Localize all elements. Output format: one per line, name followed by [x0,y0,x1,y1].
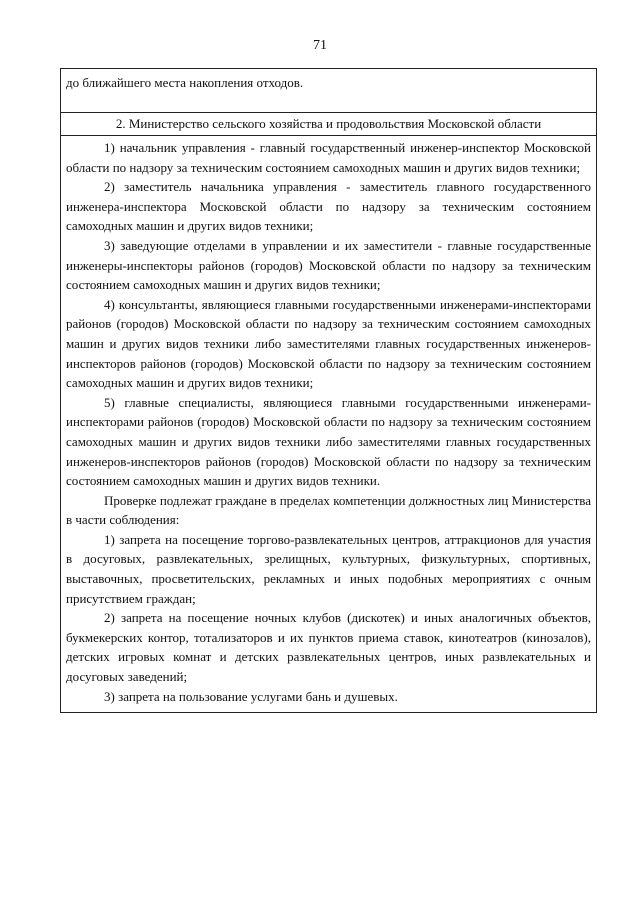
paragraph-ban-3: 3) запрета на пользование услугами бань и душевых. [104,688,398,704]
table-row-continuation [61,69,596,113]
section-body-row [61,136,596,712]
paragraph-5: 5) главные специалисты, являющиеся главными государственными инженерами-инспекторами районов (городов) Московской области по надзору за техническим состоянием самоходных машин и других видов техники либо заместителями главных государственных инженеров-инспекторов районов (городов) Московской области по надзору за техническим состоянием самоходных машин и других видов техники. [66,394,591,489]
continuation-text: до ближайшего места накопления отходов. [66,75,304,90]
paragraph-ban-1: 1) запрета на посещение торгово-развлекательных центров, аттракционов для участия в досуговых, развлекательных, зрелищных, культурных, физкультурных, спортивных, выставочных, просветительских, рекламных и иных подобных мероприятиях с очным присутствием граждан; [66,531,591,606]
section-header-row [61,113,596,136]
paragraph-4: 4) консультанты, являющиеся главными государственными инженерами-инспекторами районов (городов) Московской области по надзору за техническим состоянием самоходных машин и других видов техники либо заместителями главных государственных инженеров-инспекторов районов (городов) Московской области по надзору за техническим состоянием самоходных машин и других видов техники; [66,296,591,391]
page-number: 71 [313,38,327,53]
paragraph-2: 2) заместитель начальника управления - заместитель главного государственного инженера-инспектора Московской области по надзору за техническим состоянием самоходных машин и других видов техники; [66,179,591,234]
paragraph-inspection-intro: Проверке подлежат граждане в пределах компетенции должностных лиц Министерства в части соблюдения: [66,492,591,528]
section-header: 2. Министерство сельского хозяйства и продовольствия Московской области [115,116,542,131]
paragraph-ban-2: 2) запрета на посещение ночных клубов (дискотек) и иных аналогичных объектов, букмекерских контор, тотализаторов и их пунктов приема ставок, кинотеатров (кинозалов), детских игровых комнат и детских развлекательных центров, иных развлекательных и досуговых заведений; [66,610,591,685]
document-table [60,68,597,713]
paragraph-1: 1) начальник управления - главный государственный инженер-инспектор Московской области по надзору за техническим состоянием самоходных машин и других видов техники; [66,140,591,175]
paragraph-3: 3) заведующие отделами в управлении и их заместители - главные государственные инженеры-инспекторы районов (городов) Московской области по надзору за техническим состоянием самоходных машин и других видов техники; [66,237,591,293]
